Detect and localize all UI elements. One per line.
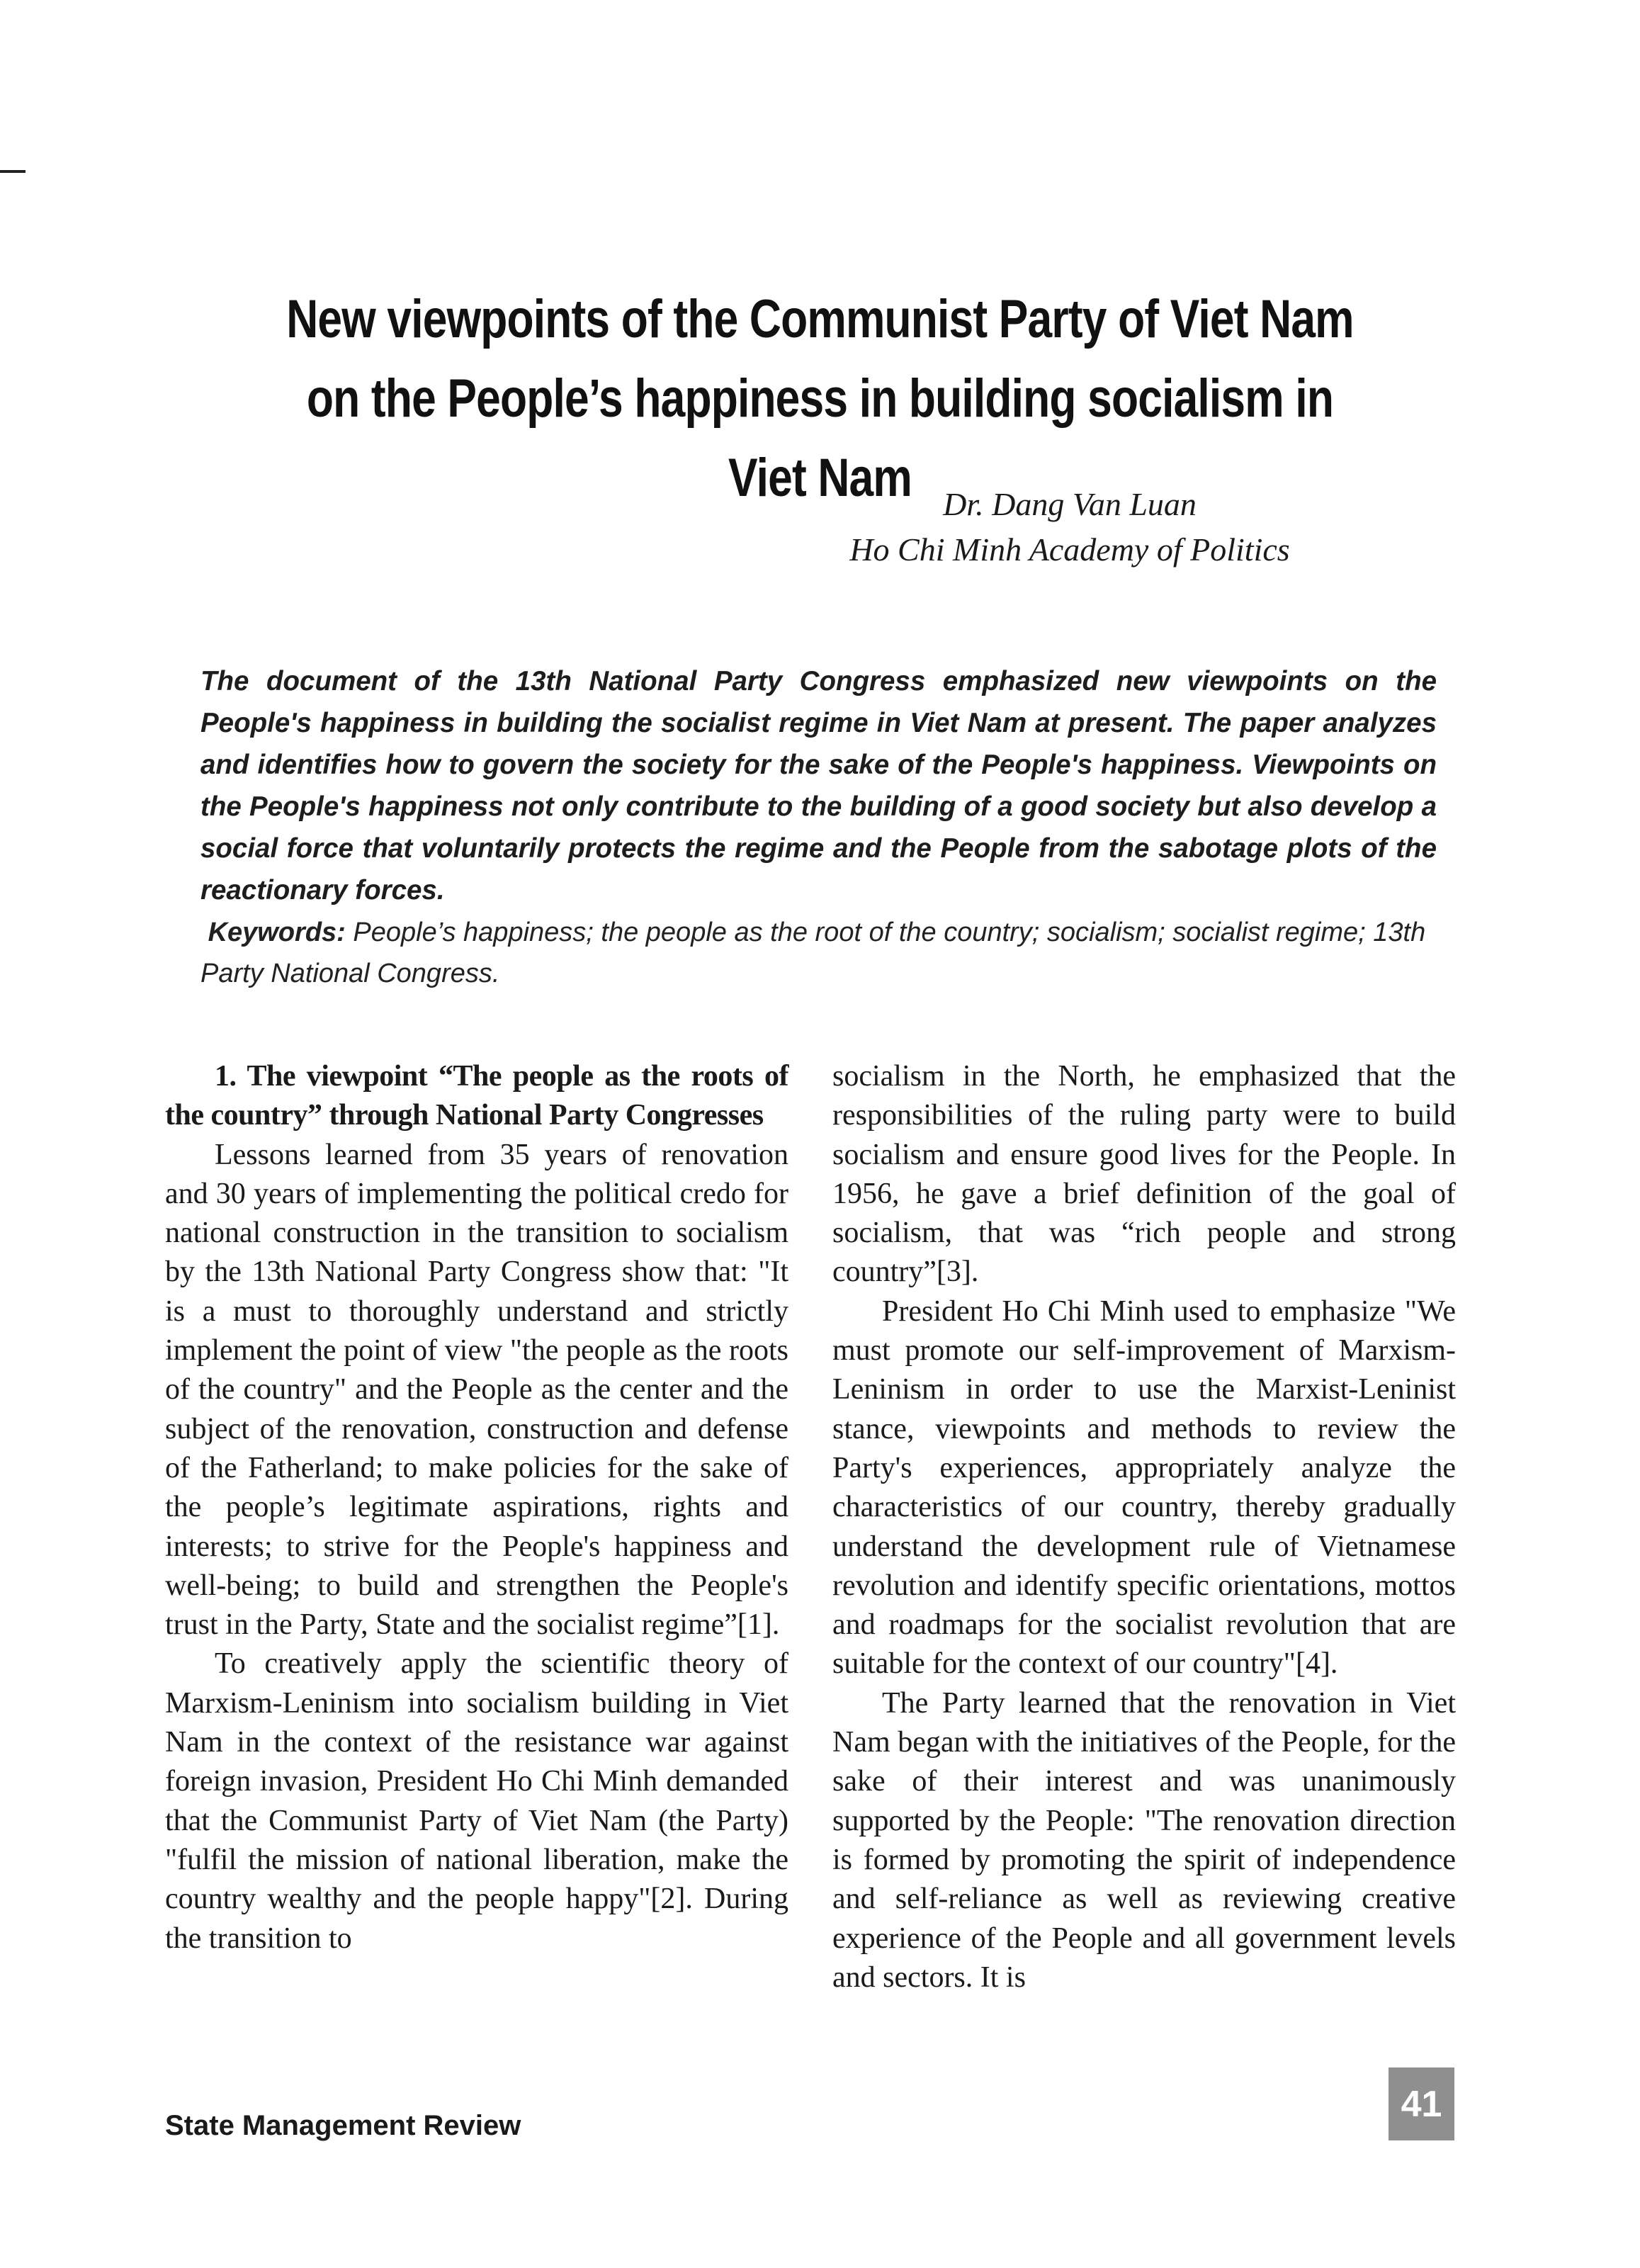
- title-line-2: on the People’s happiness in building socialism in Viet Nam: [306, 368, 1334, 508]
- author-affiliation: Ho Chi Minh Academy of Politics: [849, 531, 1290, 568]
- paragraph: The Party learned that the renovation in Viet Nam began with the initiatives of the People, for the sake of their interest and was unanimously supported by the People: "The renovation direction is formed by promoting the spirit of independence and self-reliance as well as reviewing creative experience of the People and all government levels and sectors. It is: [832, 1686, 1456, 1994]
- author-name: Dr. Dang Van Luan: [943, 486, 1197, 522]
- column-right: [832, 1057, 1456, 1997]
- section-heading: 1. The viewpoint “The people as the roots of the country” through National Party Congresses: [165, 1060, 788, 1132]
- abstract: The document of the 13th National Party Congress emphasized new viewpoints on the People's happiness in building the socialist regime in Viet Nam at present. The paper analyzes and identifies how to govern the society for the sake of the People's happiness. Viewpoints on the People's happiness not only contribute to the building of a good society but also develop a social force that voluntarily protects the regime and the People from the sabotage plots of the reactionary forces.: [200, 666, 1437, 905]
- paragraph: socialism in the North, he emphasized that the responsibilities of the ruling party were to build socialism and ensure good lives for the People. In 1956, he gave a brief definition of the goal of socialism, that was “rich people and strong country”[3].: [832, 1060, 1456, 1289]
- paragraph: To creatively apply the scientific theory of Marxism-Leninism into socialism building in Viet Nam in the context of the resistance war against foreign invasion, President Ho Chi Minh demanded that the Communist Party of Viet Nam (the Party) "fulfil the mission of national liberation, make the country wealthy and the people happy"[2]. During the transition to: [165, 1647, 788, 1955]
- keywords: [200, 912, 1437, 994]
- keywords-text: People’s happiness; the people as the root of the country; socialism; socialist regime; 13th Party National Congress.: [200, 918, 1426, 988]
- paragraph: President Ho Chi Minh used to emphasize "We must promote our self-improvement of Marxism-Leninism in order to use the Marxist-Leninist stance, viewpoints and methods to review the Party's experiences, appropriately analyze the characteristics of our country, thereby gradually understand the development rule of Vietnamese revolution and identify specific orientations, mottos and roadmaps for the socialist revolution that are suitable for the context of our country"[4].: [832, 1294, 1456, 1681]
- keywords-label: Keywords:: [208, 918, 346, 947]
- column-left: [165, 1057, 788, 1958]
- page-number: 41: [1389, 2067, 1454, 2140]
- crop-mark: [0, 170, 26, 173]
- title-line-1: New viewpoints of the Communist Party of Viet Nam: [286, 289, 1354, 349]
- journal-name: State Management Review: [165, 2110, 521, 2141]
- author-block: [779, 482, 1360, 572]
- paragraph: Lessons learned from 35 years of renovation and 30 years of implementing the political credo for national construction in the transition to socialism by the 13th National Party Congress show that: "It is a must to thoroughly understand and strictly implement the point of view "the people as the roots of the country" and the People as the center and the subject of the renovation, construction and defense of the Fatherland; to make policies for the sake of the people’s legitimate aspirations, rights and interests; to strive for the People's happiness and well-being; to build and strengthen the People's trust in the Party, State and the socialist regime”[1].: [165, 1138, 788, 1642]
